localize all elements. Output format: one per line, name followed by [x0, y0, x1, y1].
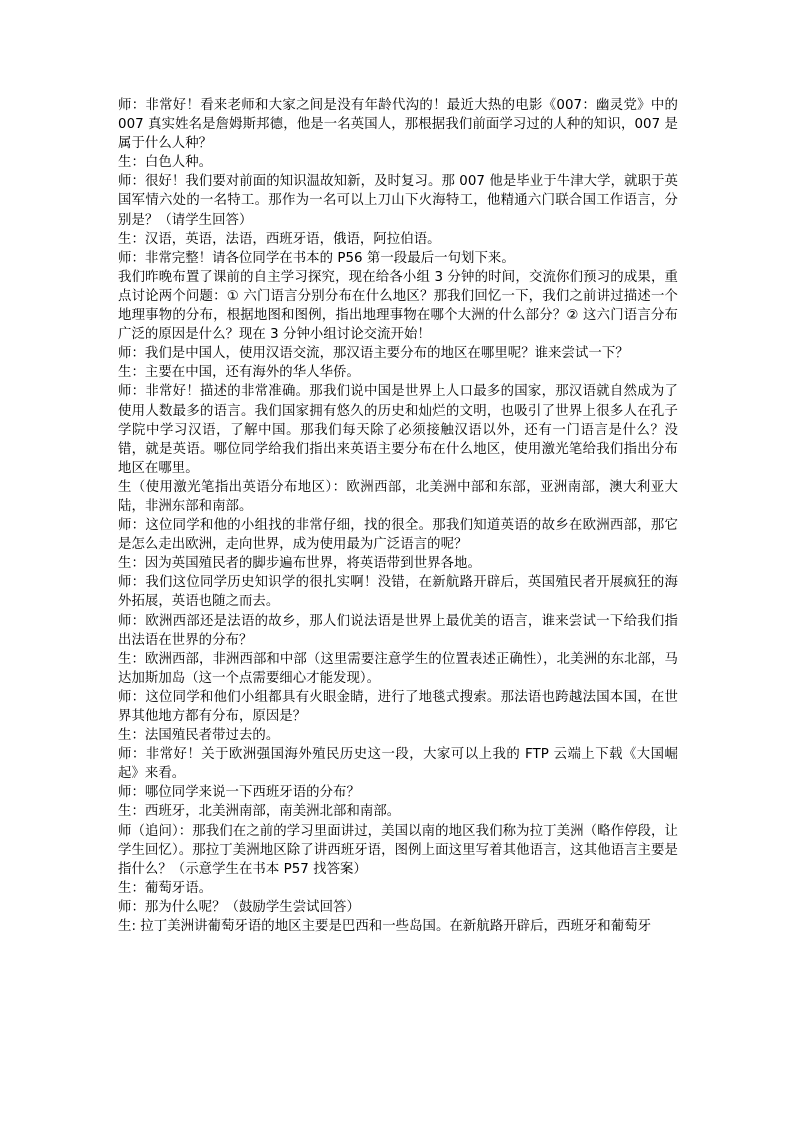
dialogue-paragraph: 生：汉语，英语，法语，西班牙语，俄语，阿拉伯语。 [118, 231, 441, 247]
dialogue-paragraph: 师：欧洲西部还是法语的故乡，那人们说法语是世界上最优美的语言，谁来尝试一下给我们指出法语在世界的分布？ [118, 613, 678, 648]
dialogue-paragraph: 师：哪位同学来说一下西班牙语的分布？ [118, 785, 360, 801]
dialogue-paragraph: 生：葡萄牙语。 [118, 880, 213, 896]
dialogue-paragraph: 生：西班牙，北美洲南部，南美洲北部和南部。 [118, 804, 401, 820]
dialogue-paragraph: 生：法国殖民者带过去的。 [118, 728, 280, 744]
dialogue-paragraph: 师：很好！我们要对前面的知识温故知新，及时复习。那 007 他是毕业于牛津大学，就职于英国军情六处的一名特工。那作为一名可以上刀山下火海特工，他精通六门联合国工作语言，分别是？（请学生回答） [118, 174, 678, 228]
dialogue-paragraph: 师：非常好！关于欧洲强国海外殖民历史这一段，大家可以上我的 FTP 云端上下载《大国崛起》来看。 [118, 747, 678, 782]
dialogue-paragraph: 师：这位同学和他的小组找的非常仔细，找的很全。那我们知道英语的故乡在欧洲西部，那它是怎么走出欧洲，走向世界，成为使用最为广泛语言的呢？ [118, 518, 678, 553]
dialogue-paragraph: 生：欧洲西部，非洲西部和中部（这里需要注意学生的位置表述正确性），北美洲的东北部，马达加斯加岛（这一个点需要细心才能发现）。 [118, 651, 678, 686]
dialogue-paragraph: 师：那为什么呢？（鼓励学生尝试回答） [118, 899, 360, 915]
dialogue-paragraph: 生：白色人种。 [118, 155, 213, 171]
dialogue-paragraph: 生（使用激光笔指出英语分布地区）：欧洲西部，北美洲中部和东部，亚洲南部，澳大利亚大陆，非洲东部和南部。 [118, 479, 678, 514]
dialogue-paragraph: 师：非常好！描述的非常准确。那我们说中国是世界上人口最多的国家，那汉语就自然成为了使用人数最多的语言。我们国家拥有悠久的历史和灿烂的文明，也吸引了世界上很多人在孔子学院中学习汉语，了解中国。那我们每天除了必须接触汉语以外，还有一门语言是什么？没错，就是英语。哪位同学给我们指出来英语主要分布在什么地区，使用激光笔给我们指出分布地区在哪里。 [118, 384, 678, 476]
dialogue-paragraph: 生：因为英国殖民者的脚步遍布世界，将英语带到世界各地。 [118, 556, 481, 572]
dialogue-paragraph: 师：非常完整！请各位同学在书本的 P56 第一段最后一句划下来。 [118, 250, 515, 266]
dialogue-paragraph: 师：非常好！看来老师和大家之间是没有年龄代沟的！最近大热的电影《007：幽灵党》中的 007 真实姓名是詹姆斯邦德，他是一名英国人，那根据我们前面学习过的人种的知识，007 是属于什么人种？ [118, 98, 678, 152]
dialogue-paragraph: 师（追问）：那我们在之前的学习里面讲过，美国以南的地区我们称为拉丁美洲（略作停段，让学生回忆）。那拉丁美洲地区除了讲西班牙语，图例上面这里写着其他语言，这其他语言主要是指什么？（示意学生在书本 P57 找答案） [118, 823, 678, 877]
dialogue-paragraph: 生：主要在中国，还有海外的华人华侨。 [118, 365, 360, 381]
dialogue-paragraph: 生: 拉丁美洲讲葡萄牙语的地区主要是巴西和一些岛国。在新航路开辟后，西班牙和葡萄牙 [118, 919, 652, 935]
dialogue-paragraph: 师：这位同学和他们小组都具有火眼金睛，进行了地毯式搜索。那法语也跨越法国本国，在世界其他地方都有分布，原因是？ [118, 689, 678, 724]
dialogue-paragraph: 师：我们是中国人，使用汉语交流，那汉语主要分布的地区在哪里呢？谁来尝试一下？ [118, 346, 629, 362]
dialogue-paragraph: 我们昨晚布置了课前的自主学习探究，现在给各小组 3 分钟的时间，交流你们预习的成果，重点讨论两个问题：① 六门语言分别分布在什么地区？那我们回忆一下，我们之前讲过描述一个地理事物的分布，根据地图和图例，指出地理事物在哪个大洲的什么部分？② 这六门语言分布广泛的原因是什么？现在 3 分钟小组讨论交流开始！ [118, 269, 678, 343]
dialogue-paragraph: 师：我们这位同学历史知识学的很扎实啊！没错，在新航路开辟后，英国殖民者开展疯狂的海外拓展，英语也随之而去。 [118, 575, 678, 610]
